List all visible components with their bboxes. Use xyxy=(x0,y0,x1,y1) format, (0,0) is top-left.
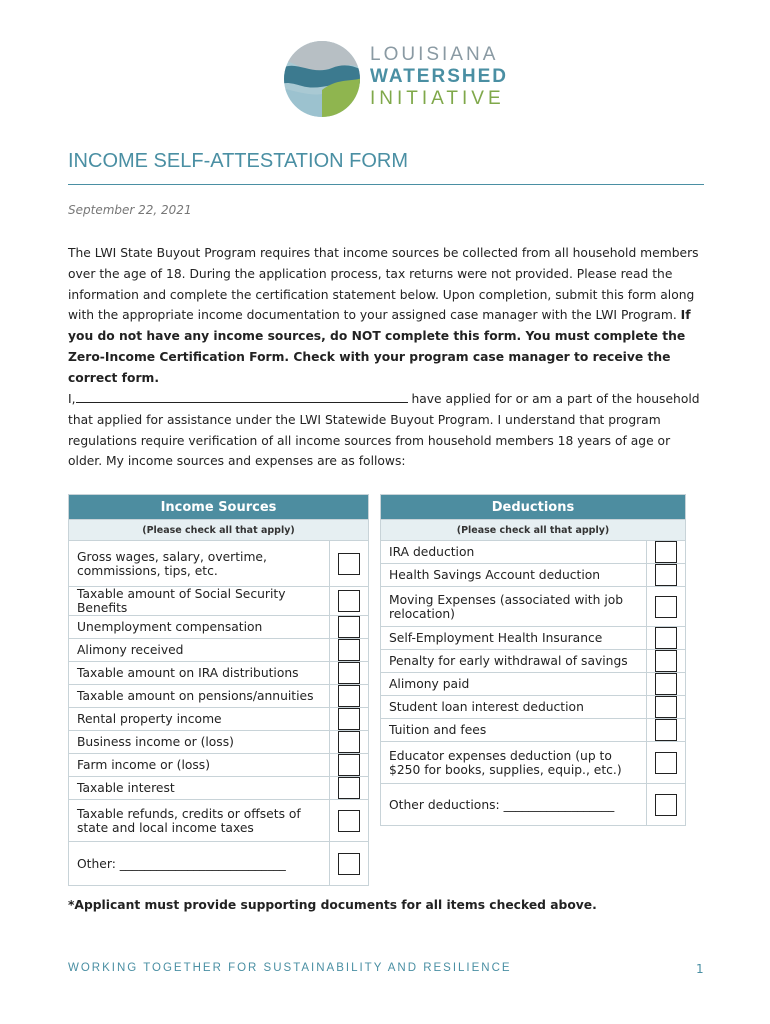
income-item-label: Taxable interest xyxy=(69,777,330,800)
deduction-checkbox[interactable] xyxy=(655,719,677,741)
table-row xyxy=(69,800,369,842)
logo-line-2: WATERSHED xyxy=(370,66,508,87)
deduction-item-label: IRA deduction xyxy=(381,541,647,564)
deduction-checkbox[interactable] xyxy=(655,650,677,672)
deduction-item-label: Tuition and fees xyxy=(381,719,647,742)
supporting-documents-note: *Applicant must provide supporting documents for all items checked above. xyxy=(68,898,597,912)
income-item-label: Gross wages, salary, overtime, commissions, tips, etc. xyxy=(69,541,330,587)
intro-paragraph xyxy=(68,243,702,389)
income-item-label: Taxable amount on IRA distributions xyxy=(69,662,330,685)
income-checkbox[interactable] xyxy=(338,553,360,575)
deduction-item-label: Alimony paid xyxy=(381,673,647,696)
income-checkbox[interactable] xyxy=(338,810,360,832)
certification-prefix: I, xyxy=(68,392,76,406)
deduction-checkbox[interactable] xyxy=(655,541,677,563)
table-row xyxy=(381,650,686,673)
income-checkbox[interactable] xyxy=(338,590,360,612)
deduction-checkbox[interactable] xyxy=(655,673,677,695)
deduction-item-label: Penalty for early withdrawal of savings xyxy=(381,650,647,673)
table-row xyxy=(69,754,369,777)
table-row xyxy=(69,639,369,662)
table-row xyxy=(381,564,686,587)
table-row xyxy=(381,627,686,650)
table-row xyxy=(69,777,369,800)
table-row xyxy=(381,541,686,564)
logo xyxy=(282,38,508,120)
income-checkbox[interactable] xyxy=(338,639,360,661)
deduction-checkbox[interactable] xyxy=(655,696,677,718)
page-number: 1 xyxy=(696,962,704,976)
income-item-label: Rental property income xyxy=(69,708,330,731)
certification-text: have applied for or am a part of the household that applied for assistance under the LWI Statewide Buyout Program. I understand that program regulations require verification of all income sources from household members 18 years of age or older. My income sources and expenses are as follows: xyxy=(68,392,700,469)
income-checkbox[interactable] xyxy=(338,662,360,684)
table-row xyxy=(69,616,369,639)
income-sources-table xyxy=(68,494,369,886)
deduction-item-label: Student loan interest deduction xyxy=(381,696,647,719)
table-row xyxy=(69,731,369,754)
table-row xyxy=(381,673,686,696)
income-item-label: Unemployment compensation xyxy=(69,616,330,639)
table-row xyxy=(381,719,686,742)
intro-warning: If you do not have any income sources, do NOT complete this form. You must complete the Zero-Income Certification Form. Check with your program case manager to receive the correct form. xyxy=(68,308,691,385)
table-row xyxy=(381,696,686,719)
income-checkbox[interactable] xyxy=(338,685,360,707)
income-checkbox[interactable] xyxy=(338,777,360,799)
footer-tagline: WORKING TOGETHER FOR SUSTAINABILITY AND RESILIENCE xyxy=(68,962,512,974)
income-item-label: Taxable refunds, credits or offsets of state and local income taxes xyxy=(69,800,330,842)
table-row xyxy=(69,541,369,587)
income-table-subheader: (Please check all that apply) xyxy=(69,520,369,541)
table-row xyxy=(69,685,369,708)
deductions-table-subheader: (Please check all that apply) xyxy=(381,520,686,541)
table-row xyxy=(381,784,686,826)
title-divider xyxy=(68,184,704,185)
table-row xyxy=(381,587,686,627)
income-checkbox[interactable] xyxy=(338,853,360,875)
income-checkbox[interactable] xyxy=(338,731,360,753)
table-row xyxy=(69,708,369,731)
page-title: INCOME SELF-ATTESTATION FORM xyxy=(68,150,408,172)
income-table-header: Income Sources xyxy=(69,495,369,520)
income-item-label: Business income or (loss) xyxy=(69,731,330,754)
document-date: September 22, 2021 xyxy=(68,203,192,217)
income-item-label: Taxable amount on pensions/annuities xyxy=(69,685,330,708)
deduction-checkbox[interactable] xyxy=(655,596,677,618)
income-checkbox[interactable] xyxy=(338,616,360,638)
table-row xyxy=(69,842,369,886)
income-item-label: Farm income or (loss) xyxy=(69,754,330,777)
logo-line-1: LOUISIANA xyxy=(370,44,499,65)
deductions-table xyxy=(380,494,686,826)
watershed-logo-icon xyxy=(282,38,362,120)
deduction-item-label: Educator expenses deduction (up to $250 for books, supplies, equip., etc.) xyxy=(381,742,647,784)
income-other-field[interactable]: Other: ___________________________ xyxy=(69,842,330,886)
table-row xyxy=(69,587,369,616)
deduction-item-label: Self-Employment Health Insurance xyxy=(381,627,647,650)
deductions-table-header: Deductions xyxy=(381,495,686,520)
table-row xyxy=(69,662,369,685)
deduction-other-field[interactable]: Other deductions: __________________ xyxy=(381,784,647,826)
applicant-name-field[interactable] xyxy=(76,389,408,403)
income-item-label: Alimony received xyxy=(69,639,330,662)
certification-paragraph xyxy=(68,389,702,472)
intro-text: The LWI State Buyout Program requires that income sources be collected from all household members over the age of 18. During the application process, tax returns were not provided. Please read the information and complete the certification statement below. Upon completion, submit this form along with the appropriate income documentation to your assigned case manager with the LWI Program. xyxy=(68,246,699,323)
income-checkbox[interactable] xyxy=(338,708,360,730)
income-item-label: Taxable amount of Social Security Benefits xyxy=(69,587,330,616)
logo-line-3: INITIATIVE xyxy=(370,88,505,109)
table-row xyxy=(381,742,686,784)
deduction-checkbox[interactable] xyxy=(655,627,677,649)
deduction-checkbox[interactable] xyxy=(655,794,677,816)
deduction-checkbox[interactable] xyxy=(655,752,677,774)
income-checkbox[interactable] xyxy=(338,754,360,776)
deduction-item-label: Health Savings Account deduction xyxy=(381,564,647,587)
deduction-item-label: Moving Expenses (associated with job relocation) xyxy=(381,587,647,627)
deduction-checkbox[interactable] xyxy=(655,564,677,586)
